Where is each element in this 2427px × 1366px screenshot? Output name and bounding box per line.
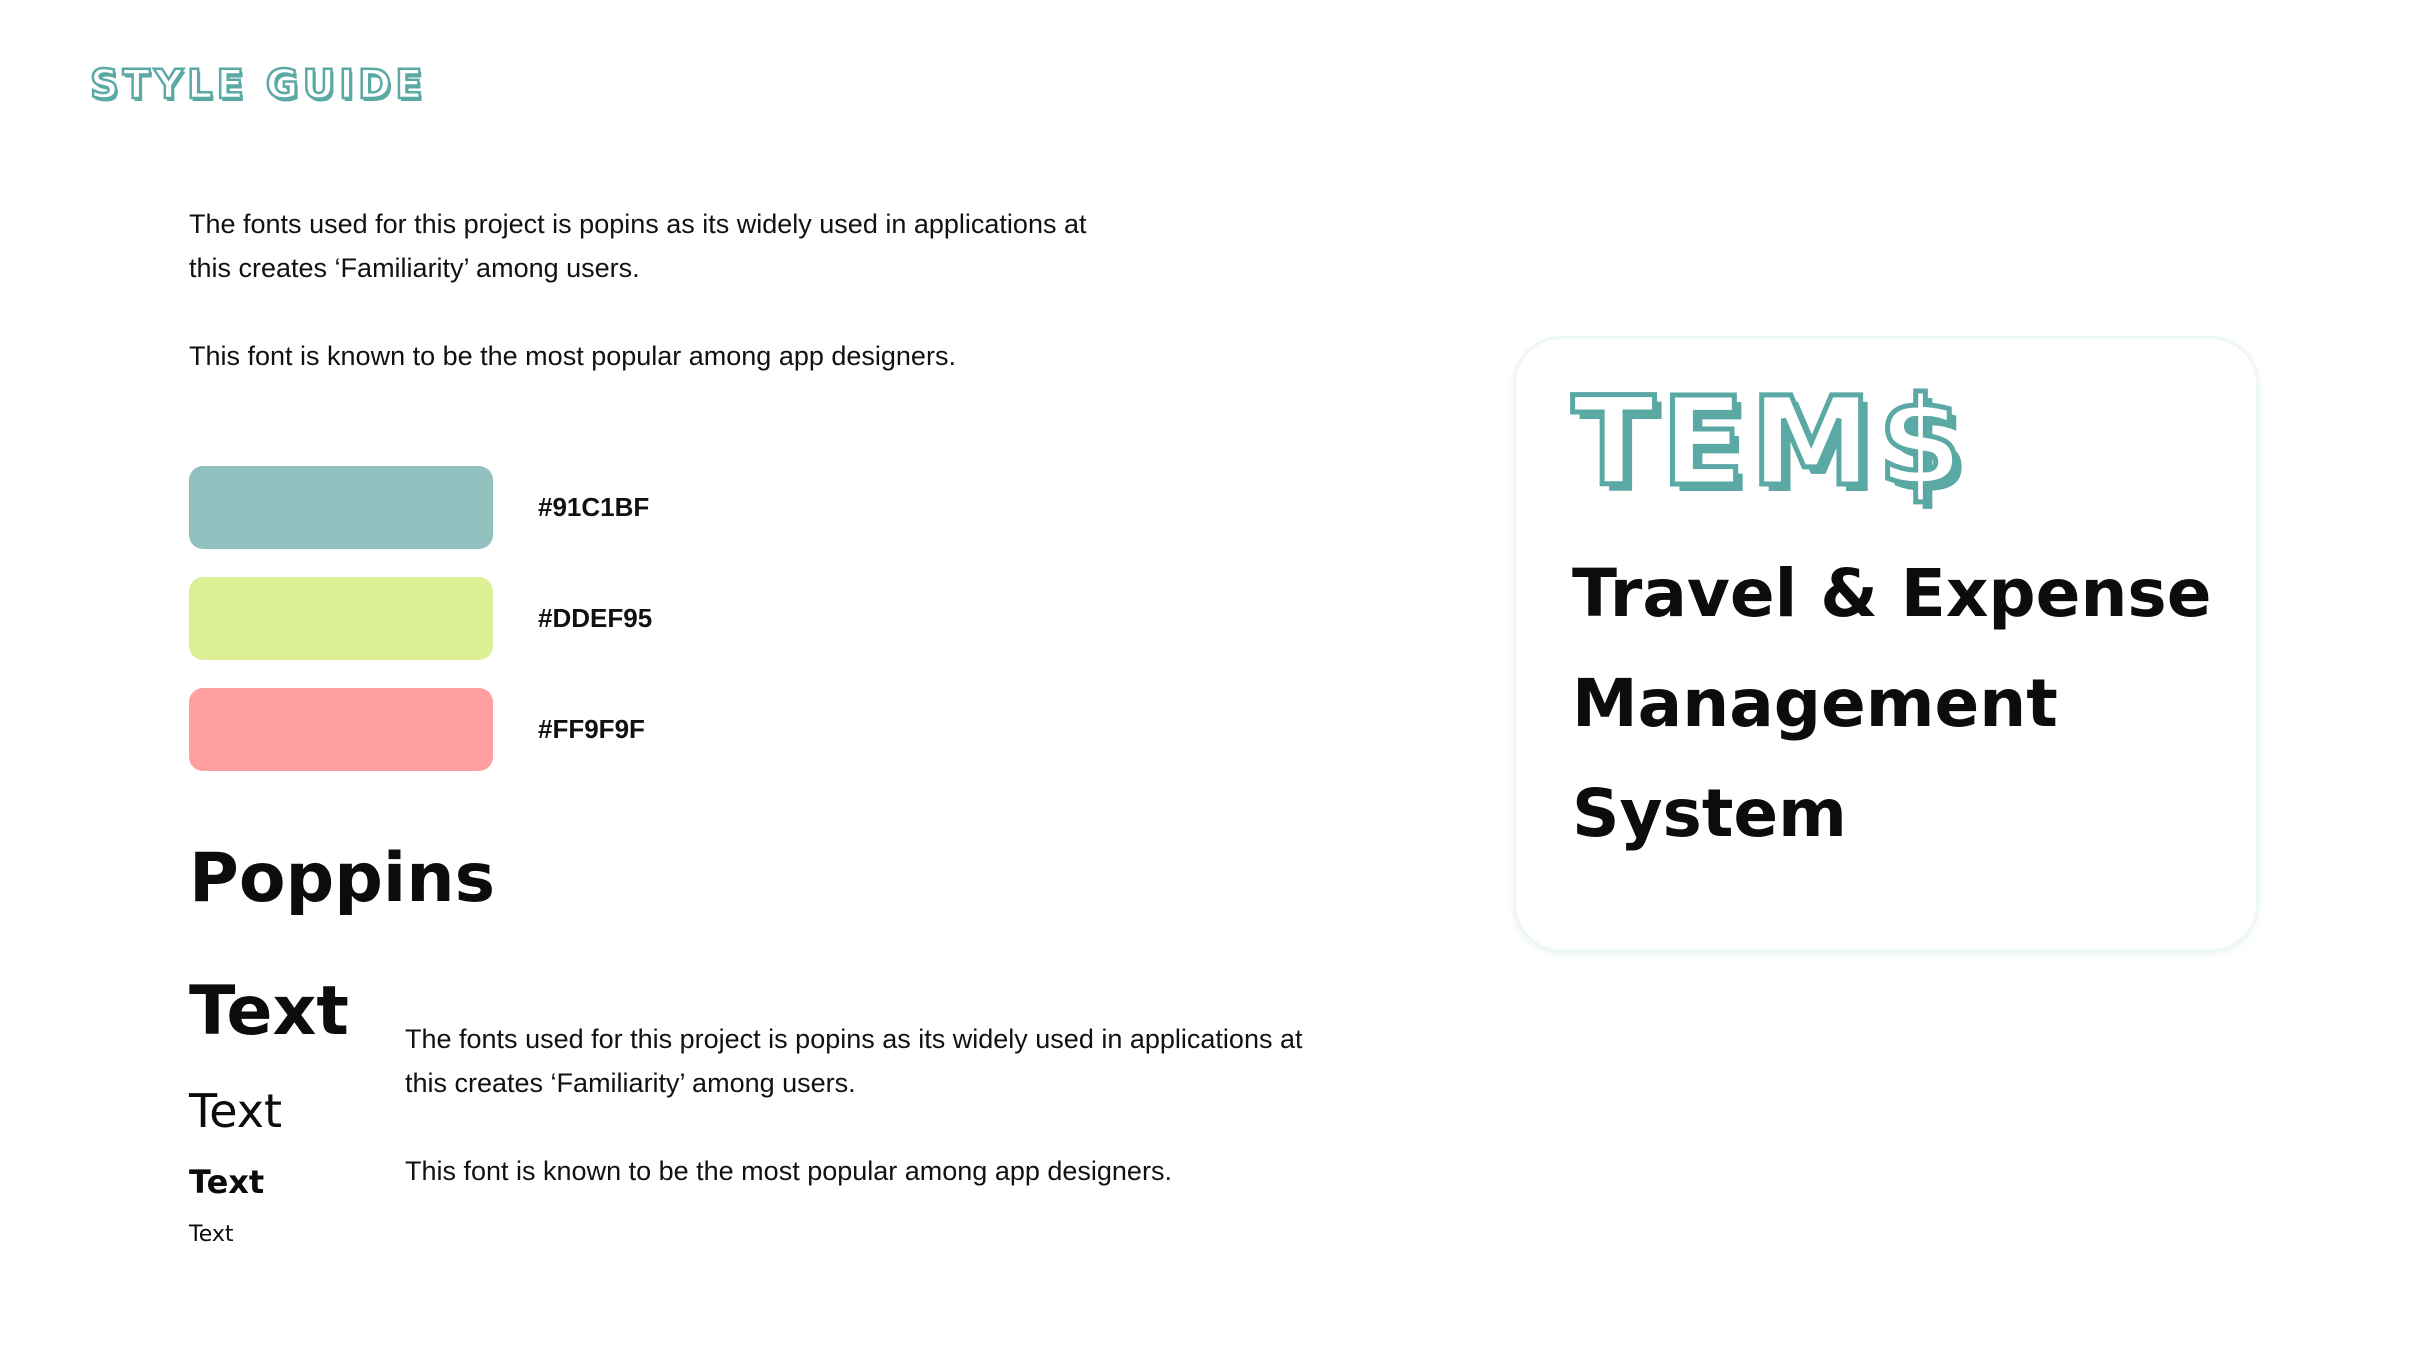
brand-tagline-line-1: Travel & Expense	[1572, 555, 2212, 632]
intro-text	[189, 202, 1189, 378]
intro-line-3: This font is known to be the most popular among app designers.	[189, 341, 956, 371]
color-swatch-pink	[189, 688, 493, 771]
intro-line-2: this creates ‘Familiarity’ among users.	[189, 253, 640, 283]
color-swatch-lime	[189, 577, 493, 660]
color-swatch-row	[189, 688, 645, 771]
style-guide-title: STYLE GUIDE	[90, 62, 427, 108]
body-line-2: this creates ‘Familiarity’ among users.	[405, 1068, 856, 1098]
brand-tagline-line-2: Management	[1572, 665, 2058, 742]
color-swatch-label: #91C1BF	[538, 492, 650, 522]
brand-tagline	[1572, 539, 2232, 869]
intro-line-1: The fonts used for this project is popins as its widely used in applications at	[189, 209, 1087, 239]
type-specimen-xl: Text	[189, 972, 349, 1051]
type-specimen-sm: Text	[189, 1222, 234, 1247]
body-line-3: This font is known to be the most popular among app designers.	[405, 1156, 1172, 1186]
color-swatch-label: #DDEF95	[538, 603, 653, 633]
color-swatch-row	[189, 577, 652, 660]
brand-tagline-line-3: System	[1572, 775, 1847, 852]
brand-card	[1513, 336, 2259, 952]
brand-logo: TEM$	[1572, 371, 1969, 513]
type-specimen-lg: Text	[189, 1084, 283, 1138]
type-specimen-md: Text	[189, 1163, 265, 1201]
color-swatch-teal	[189, 466, 493, 549]
font-name-heading: Poppins	[189, 839, 496, 918]
body-copy-sample	[405, 1017, 1405, 1193]
paragraph-gap	[405, 1105, 1405, 1149]
color-swatch-row	[189, 466, 649, 549]
color-swatch-label: #FF9F9F	[538, 714, 645, 744]
body-line-1: The fonts used for this project is popins as its widely used in applications at	[405, 1024, 1303, 1054]
paragraph-gap	[189, 290, 1189, 334]
